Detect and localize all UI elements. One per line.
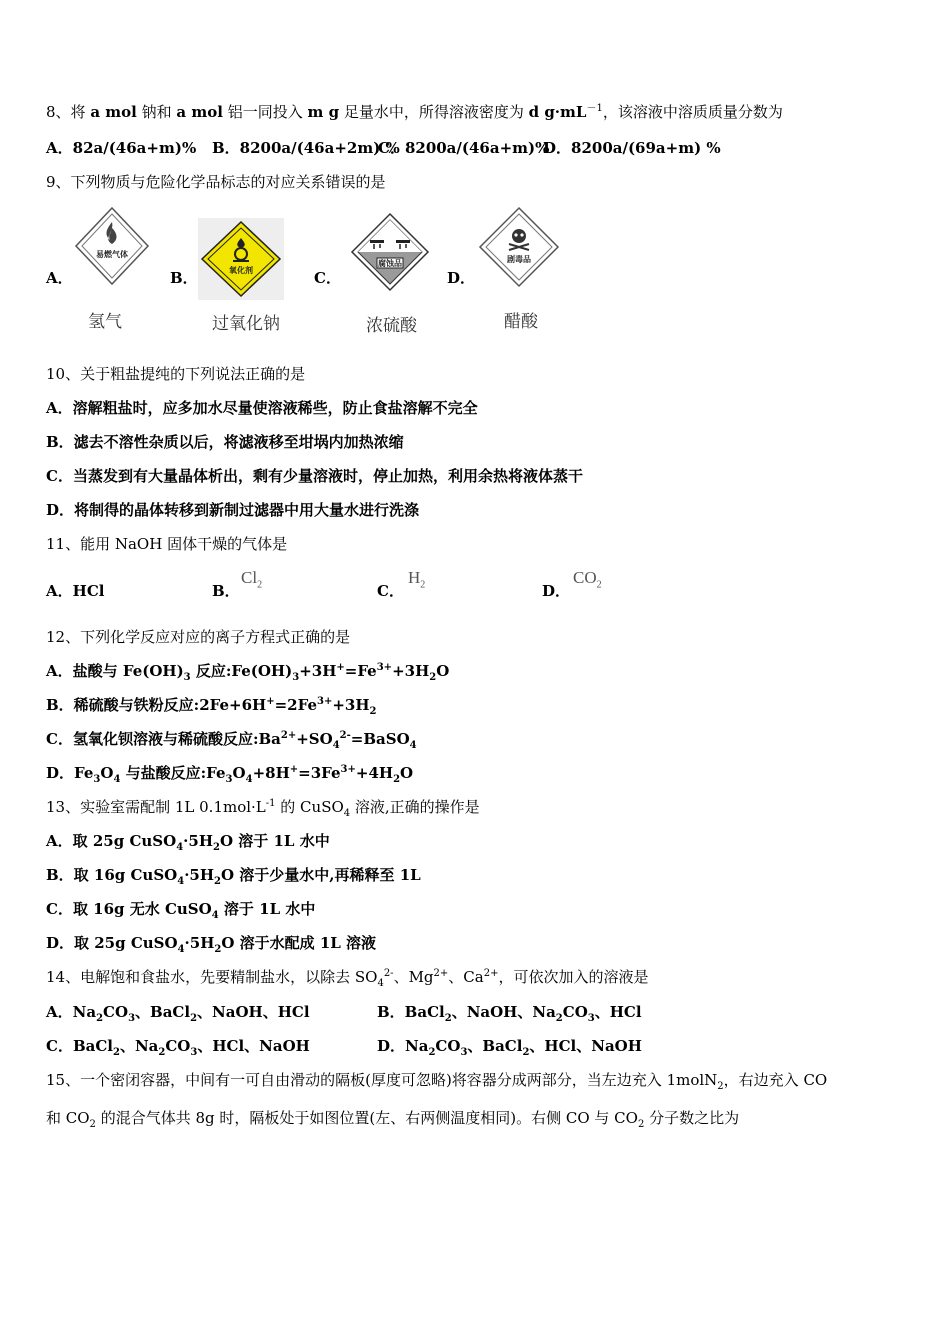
- q13-stem: 13、实验室需配制 1L $0.1mol\cdot L^{-1}$ 的 CuSO$_4$ 溶液,正确的操作是: [46, 798, 480, 819]
- q8-stem: 8、将 a mol 钠和 a mol 铝一同投入 m g 足量水中，所得溶液密度为 d $g\cdot mL^{-1}$，该溶液中溶质质量分数为: [46, 103, 783, 121]
- q10-stem: 10、关于粗盐提纯的下列说法正确的是: [46, 365, 306, 383]
- q14-option-d: D．$Na_2CO_3$、BaCl$_2$、HCl、NaOH: [377, 1037, 642, 1058]
- sign-d-label: 剧毒品: [507, 255, 531, 264]
- toxic-sign-icon: [478, 206, 560, 288]
- q13-option-d: D．取 25g $CuSO_4\cdot 5H_2O$ 溶于水配成 1L 溶液: [46, 934, 377, 955]
- oxidizer-sign-icon: [198, 218, 284, 300]
- q9-option-b-letter: B．: [170, 269, 198, 287]
- corrosive-sign-icon: [350, 212, 430, 292]
- q15-stem-line2: 和 $CO_2$ 的混合气体共 8g 时，隔板处于如图位置(左、右两侧温度相同)。右侧 CO 与 $CO_2$ 分子数之比为: [46, 1109, 740, 1130]
- q9-caption-d: 醋酸: [504, 312, 538, 332]
- q14-stem: 14、电解饱和食盐水，先要精制盐水，以除去 $SO_4^{2-}$、$Mg^{2+}$、$Ca^{2+}$，可依次加入的溶液是: [46, 968, 649, 989]
- q11-option-a: A．HCl: [46, 582, 105, 600]
- sign-a-label: 易燃气体: [96, 250, 128, 259]
- q13-option-c: C．取 16g 无水 CuSO$_4$ 溶于 1L 水中: [46, 900, 316, 921]
- q10-option-a: A．溶解粗盐时，应多加水尽量使溶液稀些，防止食盐溶解不完全: [46, 399, 478, 417]
- q14-option-b: B．BaCl$_2$、NaOH、$Na_2CO_3$、HCl: [377, 1003, 642, 1024]
- q9-option-d-letter: D．: [447, 269, 476, 287]
- q11-stem: 11、能用 NaOH 固体干燥的气体是: [46, 535, 288, 553]
- q9-option-a-letter: A．: [46, 269, 73, 287]
- q8-option-a: A．82a/(46a+m)%: [46, 139, 197, 157]
- q12-option-d: D．$Fe_3O_4$ 与盐酸反应$:Fe_3O_4+8H^+=3Fe^{3+}+4H_2O$: [46, 764, 414, 785]
- q10-option-d: D．将制得的晶体转移到新制过滤器中用大量水进行洗涤: [46, 501, 420, 519]
- q11-option-b-letter: B．: [212, 582, 240, 600]
- sign-c-label: 腐蚀品: [378, 259, 402, 268]
- q11-option-d-letter: D．: [542, 582, 571, 600]
- q10-option-c: C．当蒸发到有大量晶体析出，剩有少量溶液时，停止加热，利用余热将液体蒸干: [46, 467, 583, 485]
- q13-option-a: A．取 25g $CuSO_4\cdot 5H_2O$ 溶于 1L 水中: [46, 832, 330, 853]
- q14-option-c: C．BaCl$_2$、$Na_2CO_3$、HCl、NaOH: [46, 1037, 310, 1058]
- q12-stem: 12、下列化学反应对应的离子方程式正确的是: [46, 628, 351, 646]
- q11-option-c-formula: $H_2$: [408, 568, 426, 591]
- q14-option-a: A．$Na_2CO_3$、BaCl$_2$、NaOH、HCl: [46, 1003, 310, 1024]
- q9-stem: 9、下列物质与危险化学品标志的对应关系错误的是: [46, 173, 386, 191]
- flammable-gas-sign-icon: [74, 206, 150, 286]
- q12-option-a: A．盐酸与 $Fe(OH)_3$ 反应$:Fe(OH)_3+3H^+=Fe^{3+}+3H_2O$: [46, 662, 450, 683]
- q11-option-b-formula: $Cl_2$: [241, 568, 263, 591]
- q9-caption-a: 氢气: [88, 312, 122, 332]
- sign-b-label: 氧化剂: [229, 266, 253, 275]
- q8-option-b: B．8200a/(46a+2m) %: [212, 139, 400, 157]
- q9-option-c-letter: C．: [314, 269, 341, 287]
- q12-option-b: B．稀硫酸与铁粉反应$:2Fe+6H^+=2Fe^{3+}+3H_2$: [46, 696, 377, 717]
- q8-option-c: C．8200a/(46a+m)%: [378, 139, 550, 157]
- q13-option-b: B．取 16g $CuSO_4\cdot 5H_2O$ 溶于少量水中,再稀释至 1L: [46, 866, 421, 887]
- q10-option-b: B．滤去不溶性杂质以后，将滤液移至坩埚内加热浓缩: [46, 433, 404, 451]
- q12-option-c: C．氢氧化钡溶液与稀硫酸反应$:Ba^{2+}+SO_4^{2-}=BaSO_4$: [46, 730, 417, 751]
- q11-option-c-letter: C．: [377, 582, 404, 600]
- q9-caption-c: 浓硫酸: [366, 316, 417, 336]
- q15-stem-line1: 15、一个密闭容器，中间有一可自由滑动的隔板(厚度可忽略)将容器分成两部分，当左边充入 1molN$_2$，右边充入 CO: [46, 1071, 828, 1092]
- q11-option-d-formula: $CO_2$: [573, 568, 602, 591]
- q9-caption-b: 过氧化钠: [212, 314, 280, 334]
- q8-option-d: D．8200a/(69a+m) %: [543, 139, 721, 157]
